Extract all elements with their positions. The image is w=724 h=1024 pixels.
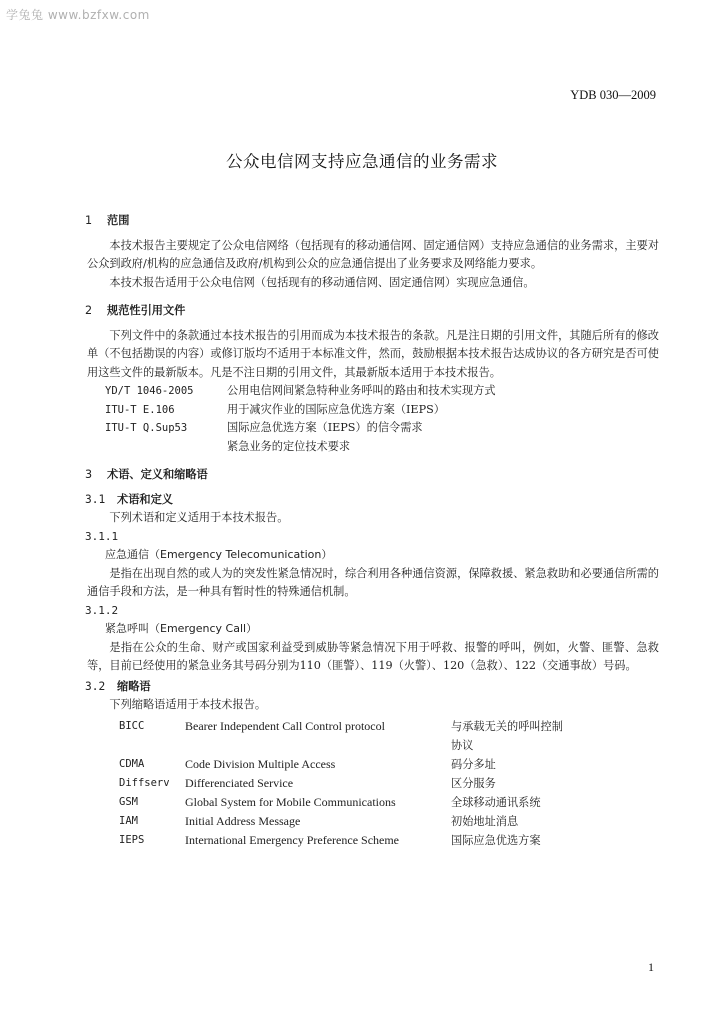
abbreviation-chinese: 初始地址消息 xyxy=(451,814,519,828)
document-body xyxy=(87,206,659,850)
term-definition: 是指在公众的生命、财产或国家利益受到威胁等紧急情况下用于呼救、报警的呼叫，例如，火警、匪警、急救等，目前已经使用的紧急业务其号码分别为110（匪警）、119（火警）、120（急救）、122（交通事故）号码。 xyxy=(87,640,659,672)
reference-code: ITU-T E.106 xyxy=(105,403,175,416)
subsection-heading-terms-definitions xyxy=(85,491,659,510)
section-title: 规范性引用文件 xyxy=(107,304,186,317)
page-number: 1 xyxy=(648,960,654,974)
subsection-title: 术语和定义 xyxy=(117,492,173,506)
paragraph: 本技术报告主要规定了公众电信网络（包括现有的移动通信网、固定通信网）支持应急通信的业务需求，主要对公众到政府/机构的应急通信及政府/机构到公众的应急通信提出了业务要求及网络能力要求。 xyxy=(87,238,659,270)
watermark: 学兔兔 www.bzfxw.com xyxy=(6,8,150,22)
subsection-number: 3.2 xyxy=(85,679,106,693)
reference-row xyxy=(105,401,496,420)
abbreviation-chinese: 国际应急优选方案 xyxy=(451,833,541,847)
abbreviation-chinese: 区分服务 xyxy=(451,776,496,790)
abbreviation-english: Bearer Independent Call Control protocol xyxy=(185,718,385,733)
reference-title: 公用电信网间紧急特种业务呼叫的路由和技术实现方式 xyxy=(227,384,496,397)
page-title: 公众电信网支持应急通信的业务需求 xyxy=(226,152,498,171)
abbreviation-row xyxy=(119,755,571,774)
abbreviation-chinese: 码分多址 xyxy=(451,757,496,771)
section-title: 术语、定义和缩略语 xyxy=(107,468,208,481)
abbreviation-row xyxy=(119,812,571,831)
document-code: YDB 030—2009 xyxy=(570,88,656,102)
section-heading-scope xyxy=(85,212,659,231)
section-heading-terms xyxy=(85,466,659,485)
paragraph: 下列文件中的条款通过本技术报告的引用而成为本技术报告的条款。凡是注日期的引用文件，其随后所有的修改单（不包括勘误的内容）或修订版均不适用于本标准文件，然而，鼓励根据本技术报告达成协议的各方研究是否可使用这些文件的最新版本。凡是不注日期的引用文件，其最新版本适用于本技术报告。 xyxy=(87,328,659,379)
reference-row xyxy=(105,419,496,438)
reference-code: ITU-T Q.Sup53 xyxy=(105,422,188,434)
subsection-number: 3.1 xyxy=(85,492,106,506)
reference-title: 紧急业务的定位技术要求 xyxy=(227,439,351,453)
term-definition: 是指在出现自然的或人为的突发性紧急情况时，综合利用各种通信资源，保障救援、紧急救助和必要通信所需的通信手段和方法，是一种具有暂时性的特殊通信机制。 xyxy=(87,566,659,598)
abbreviation-english: International Emergency Preference Scheme xyxy=(185,832,400,847)
reference-row xyxy=(105,382,496,401)
abbreviation-row xyxy=(119,717,571,755)
abbreviation-chinese: 与承载无关的呼叫控制协议 xyxy=(451,719,563,752)
abbreviation-row xyxy=(119,793,571,812)
clause-number: 3.1.2 xyxy=(85,603,119,617)
term-title: 紧急呼叫（Emergency Call） xyxy=(105,622,258,635)
section-number: 2 xyxy=(85,304,93,317)
reference-code: YD/T 1046-2005 xyxy=(105,385,194,397)
abbreviation-english: Differenciated Service xyxy=(185,775,294,790)
abbreviation-table xyxy=(119,717,571,850)
abbreviation-row xyxy=(119,831,571,850)
abbreviation: IEPS xyxy=(119,833,145,846)
section-title: 范围 xyxy=(107,214,130,227)
paragraph: 下列术语和定义适用于本技术报告。 xyxy=(109,511,289,524)
section-number: 3 xyxy=(85,468,93,481)
reference-title: 用于减灾作业的国际应急优选方案（IEPS） xyxy=(227,402,445,416)
abbreviation-english: Global System for Mobile Communications xyxy=(185,794,396,809)
subsection-heading-abbreviations xyxy=(85,678,659,697)
abbreviation-chinese: 全球移动通讯系统 xyxy=(451,795,541,809)
abbreviation: BICC xyxy=(119,719,145,732)
abbreviation: CDMA xyxy=(119,757,145,770)
reference-code xyxy=(105,438,227,457)
subsection-title: 缩略语 xyxy=(117,679,151,693)
reference-row xyxy=(105,438,496,457)
abbreviation: IAM xyxy=(119,814,138,827)
section-heading-normative-references xyxy=(85,302,659,321)
abbreviation-english: Code Division Multiple Access xyxy=(185,756,336,771)
paragraph: 下列缩略语适用于本技术报告。 xyxy=(109,698,267,711)
term-title: 应急通信（Emergency Telecomunication） xyxy=(105,548,333,561)
reference-title: 国际应急优选方案（IEPS）的信令需求 xyxy=(227,421,423,434)
reference-list xyxy=(105,382,496,456)
abbreviation: Diffserv xyxy=(119,776,170,789)
abbreviation: GSM xyxy=(119,795,138,808)
section-number: 1 xyxy=(85,214,93,227)
paragraph: 本技术报告适用于公众电信网（包括现有的移动通信网、固定通信网）实现应急通信。 xyxy=(109,275,535,289)
abbreviation-english: Initial Address Message xyxy=(185,813,301,828)
abbreviation-row xyxy=(119,774,571,793)
clause-number: 3.1.1 xyxy=(85,529,119,543)
